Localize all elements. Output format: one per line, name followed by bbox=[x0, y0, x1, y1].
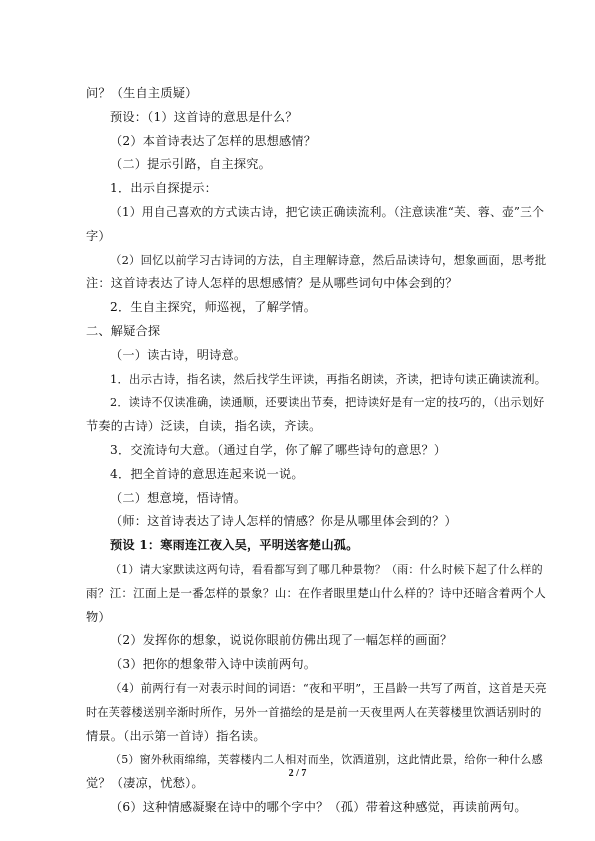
text-line: （2）本首诗表达了怎样的思想感情？ bbox=[110, 133, 317, 148]
text-line: 2．生自主探究，师巡视，了解学情。 bbox=[110, 300, 317, 315]
text-line: （1）用自己喜欢的方式读古诗，把它读正确读流利。（注意读准“芙、蓉、壶”三个 bbox=[110, 204, 545, 219]
text-line: 1．出示古诗，指名读，然后找学生评读，再指名朗读，齐读，把诗句读正确读流利。 bbox=[110, 371, 547, 386]
text-line: （1）请大家默读这两句诗，看看都写到了哪几种景物？（雨：什么时候下起了什么样的 bbox=[110, 562, 543, 576]
text-line: （6）这种情感凝聚在诗中的哪个字中？（孤）带着这种感觉，再读前两句。 bbox=[110, 799, 527, 814]
text-line: 预设：（1）这首诗的意思是什么？ bbox=[110, 109, 298, 124]
text-line: 3．交流诗句大意。（通过自学，你了解了哪些诗句的意思？） bbox=[110, 442, 447, 457]
text-line: 觉？（凄凉，忧愁）。 bbox=[86, 776, 204, 791]
text-line: 2．读诗不仅读准确，读通顺，还要读出节奏，把诗读好是有一定的技巧的，（出示划好 bbox=[110, 396, 545, 410]
text-line: 字） bbox=[86, 228, 111, 243]
document-body bbox=[86, 82, 548, 820]
text-line: （4）前两行有一对表示时间的词语：“夜和平明”，王昌龄一共写了两首，这首是天亮 bbox=[110, 680, 547, 695]
heading-line: 预设 1：寒雨连江夜入吴，平明送客楚山孤。 bbox=[110, 538, 359, 553]
text-line: （二）想意境，悟诗情。 bbox=[110, 490, 247, 505]
text-line: 情景。（出示第一首诗）指名读。 bbox=[86, 728, 266, 743]
text-line: （二）提示引路，自主探究。 bbox=[110, 157, 272, 172]
text-line: 问？（生自主质疑） bbox=[86, 86, 198, 100]
text-line: （师：这首诗表达了诗人怎样的情感？你是从哪里体会到的？） bbox=[110, 514, 457, 529]
text-line: （2）发挥你的想象，说说你眼前仿佛出现了一幅怎样的画面？ bbox=[110, 633, 453, 648]
text-line: 节奏的古诗）泛读，自读，指名读，齐读。 bbox=[86, 419, 322, 434]
text-line: 雨？江：江面上是一番怎样的景象？山：在作者眼里楚山什么样的？诗中还暗含着两个人 bbox=[86, 585, 546, 600]
text-line: 物） bbox=[86, 609, 111, 624]
text-line: 二、解疑合探 bbox=[86, 323, 161, 338]
text-line: （3）把你的想象带入诗中读前两句。 bbox=[110, 657, 317, 672]
text-line: 4．把全首诗的意思连起来说一说。 bbox=[110, 466, 304, 481]
text-line: （一）读古诗，明诗意。 bbox=[110, 347, 247, 362]
page-number: 2 / 7 bbox=[288, 768, 307, 779]
text-line: 注：这首诗表达了诗人怎样的思想感情？是从哪些词句中体会到的？ bbox=[86, 276, 458, 291]
text-line: （2）回忆以前学习古诗词的方法，自主理解诗意，然后品读诗句，想象画面，思考批 bbox=[110, 252, 547, 267]
text-line: 时在芙蓉楼送别辛渐时所作，另外一首描绘的是是前一天夜里两人在芙蓉楼里饮酒话别时的 bbox=[86, 705, 542, 719]
text-line: （5）窗外秋雨绵绵，芙蓉楼内二人相对而坐，饮酒道别，这此情此景，给你一种什么感 bbox=[110, 753, 543, 767]
text-line: 1．出示自探提示： bbox=[110, 181, 218, 196]
